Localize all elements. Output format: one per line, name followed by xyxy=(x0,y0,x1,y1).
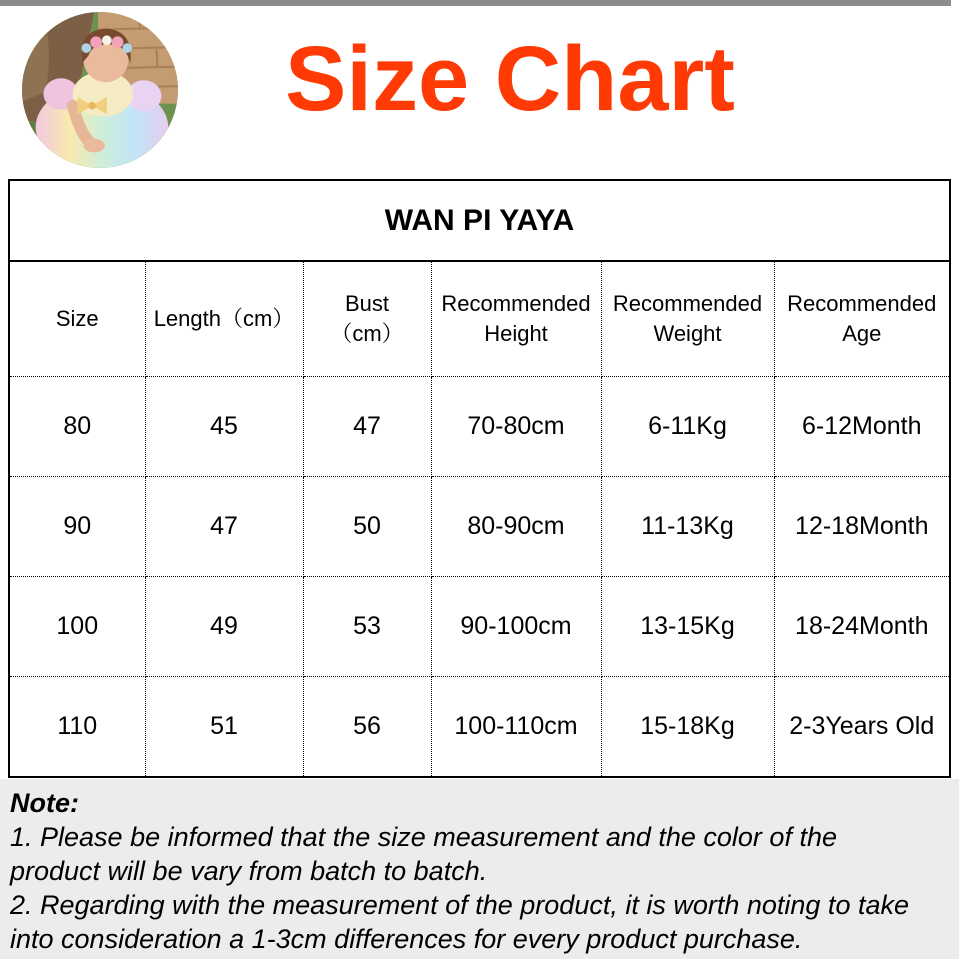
table-row xyxy=(9,377,950,477)
brand-name: WAN PI YAYA xyxy=(9,180,950,261)
table-cell: 80 xyxy=(9,377,145,477)
table-cell: 47 xyxy=(145,477,303,577)
table-cell: 50 xyxy=(303,477,431,577)
table-cell: 90-100cm xyxy=(431,577,601,677)
table-cell: 110 xyxy=(9,677,145,778)
table-cell: 13-15Kg xyxy=(601,577,774,677)
column-header-row xyxy=(9,261,950,377)
column-header-label: Size xyxy=(55,306,99,331)
table-cell: 12-18Month xyxy=(774,477,950,577)
table-cell: 100 xyxy=(9,577,145,677)
table-cell: 45 xyxy=(145,377,303,477)
table-cell: 51 xyxy=(145,677,303,778)
product-photo xyxy=(22,12,178,168)
column-header-recommended-weight: Recommended Weight xyxy=(601,261,774,377)
table-row xyxy=(9,477,950,577)
table-cell: 100-110cm xyxy=(431,677,601,778)
table-cell: 18-24Month xyxy=(774,577,950,677)
note-section xyxy=(0,779,959,959)
column-header-recommended-height: Recommended Height xyxy=(431,261,601,377)
note-label: Note: xyxy=(10,788,79,818)
brand-row xyxy=(9,180,950,261)
table-cell: 56 xyxy=(303,677,431,778)
table-row xyxy=(9,677,950,778)
column-header-label: Bust xyxy=(344,291,390,316)
child-photo-illustration xyxy=(22,12,178,168)
table-cell: 15-18Kg xyxy=(601,677,774,778)
table-cell: 6-12Month xyxy=(774,377,950,477)
table-cell: 70-80cm xyxy=(431,377,601,477)
column-header-bust: Bust （cm） xyxy=(303,261,431,377)
note-line: into consideration a 1-3cm differences for every product purchase. xyxy=(10,924,803,954)
note-line: 2. Regarding with the measurement of the product, it is worth noting to take xyxy=(10,890,909,920)
table-row xyxy=(9,577,950,677)
note-line: product will be vary from batch to batch. xyxy=(10,856,488,886)
column-header-label: Length（cm） xyxy=(153,306,295,331)
column-header-label: Recommended xyxy=(612,291,763,316)
table-cell: 80-90cm xyxy=(431,477,601,577)
column-header-length xyxy=(145,261,303,377)
table-cell: 53 xyxy=(303,577,431,677)
note-line: 1. Please be informed that the size measurement and the color of the xyxy=(10,822,837,852)
table-cell: 2-3Years Old xyxy=(774,677,950,778)
column-header-label: Recommended xyxy=(441,291,591,316)
table-cell: 11-13Kg xyxy=(601,477,774,577)
top-accent-bar xyxy=(0,0,951,6)
column-header-label: Recommended xyxy=(787,291,937,316)
column-header-recommended-age: Recommended Age xyxy=(774,261,950,377)
table-cell: 90 xyxy=(9,477,145,577)
table-cell: 49 xyxy=(145,577,303,677)
size-table xyxy=(8,179,951,778)
page-title: Size Chart xyxy=(285,28,735,130)
table-cell: 47 xyxy=(303,377,431,477)
table-cell: 6-11Kg xyxy=(601,377,774,477)
column-header-size xyxy=(9,261,145,377)
